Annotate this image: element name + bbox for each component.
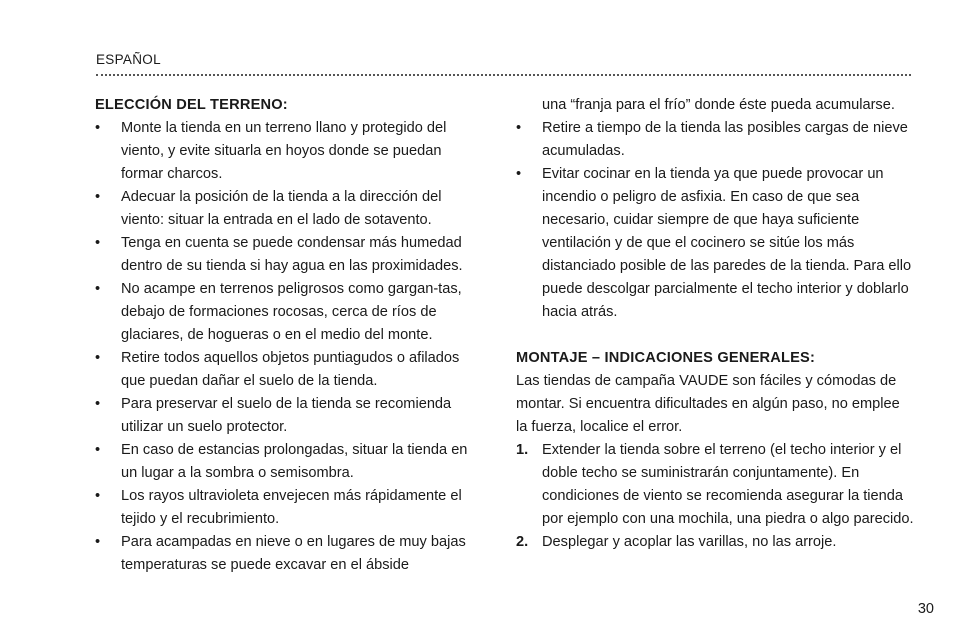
bullet: • xyxy=(95,442,101,458)
list-item: • En caso de estancias prolongadas, situar la tienda en un lugar a la sombra o semisombra. xyxy=(95,439,487,485)
assembly-steps xyxy=(516,439,914,554)
bullet: • xyxy=(516,166,522,182)
bullet: • xyxy=(95,189,101,205)
header-language: ESPAÑOL xyxy=(96,52,161,67)
section-heading-assembly: MONTAJE – INDICACIONES GENERALES: xyxy=(516,350,816,366)
list-item: • Tenga en cuenta se puede condensar más humedad dentro de su tienda si hay agua en las proximidades. xyxy=(95,232,487,278)
spacer xyxy=(516,324,914,347)
bullet: • xyxy=(95,120,101,136)
tips-list xyxy=(516,117,914,324)
list-item: • Retire a tiempo de la tienda las posibles cargas de nieve acumuladas. xyxy=(516,117,914,163)
bullet: • xyxy=(95,235,101,251)
left-column xyxy=(95,94,487,577)
terrain-list xyxy=(95,117,487,577)
list-item: • Monte la tienda en un terreno llano y protegido del viento, y evite situarla en hoyos donde se puedan formar charcos. xyxy=(95,117,487,186)
assembly-intro: Las tiendas de campaña VAUDE son fáciles y cómodas de montar. Si encuentra dificultades en algún paso, no emplee la fuerza, localice el error. xyxy=(516,373,900,435)
right-column xyxy=(516,94,914,554)
page-number: 30 xyxy=(917,601,934,617)
continuation-text: una “franja para el frío” donde éste pueda acumularse. xyxy=(542,97,895,113)
list-item: • Adecuar la posición de la tienda a la dirección del viento: situar la entrada en el lado de sotavento. xyxy=(95,186,487,232)
bullet: • xyxy=(95,350,101,366)
bullet: • xyxy=(95,281,101,297)
header-divider xyxy=(96,74,911,76)
bullet: • xyxy=(95,534,101,550)
bullet: • xyxy=(516,120,522,136)
list-item: 2. Desplegar y acoplar las varillas, no las arroje. xyxy=(516,531,914,554)
list-item: • Para acampadas en nieve o en lugares de muy bajas temperaturas se puede excavar en el ábside xyxy=(95,531,487,577)
step-number: 2. xyxy=(516,534,529,550)
bullet: • xyxy=(95,488,101,504)
list-item: 1. Extender la tienda sobre el terreno (el techo interior y el doble techo se suministrarán conjuntamente). En condiciones de viento se recomienda asegurar la tienda por ejemplo con una mochila, una piedra o algo parecido. xyxy=(516,439,914,531)
list-item: • No acampe en terrenos peligrosos como gargan-tas, debajo de formaciones rocosas, cerca de ríos de glaciares, de hogueras o en el medio del monte. xyxy=(95,278,487,347)
step-number: 1. xyxy=(516,442,529,458)
list-item: • Los rayos ultravioleta envejecen más rápidamente el tejido y el recubrimiento. xyxy=(95,485,487,531)
section-heading-terrain: ELECCIÓN DEL TERRENO: xyxy=(95,97,288,113)
list-item: • Evitar cocinar en la tienda ya que puede provocar un incendio o peligro de asfixia. En caso de que sea necesario, cuidar siempre de que haya suficiente ventilación y de que el cocinero se sitúe los más distanciado posible de las paredes de la tienda. Para ello puede descolgar parcialmente el techo interior y doblarlo hacia atrás. xyxy=(516,163,914,324)
list-item: • Retire todos aquellos objetos puntiagudos o afilados que puedan dañar el suelo de la tienda. xyxy=(95,347,487,393)
bullet: • xyxy=(95,396,101,412)
list-item: • Para preservar el suelo de la tienda se recomienda utilizar un suelo protector. xyxy=(95,393,487,439)
